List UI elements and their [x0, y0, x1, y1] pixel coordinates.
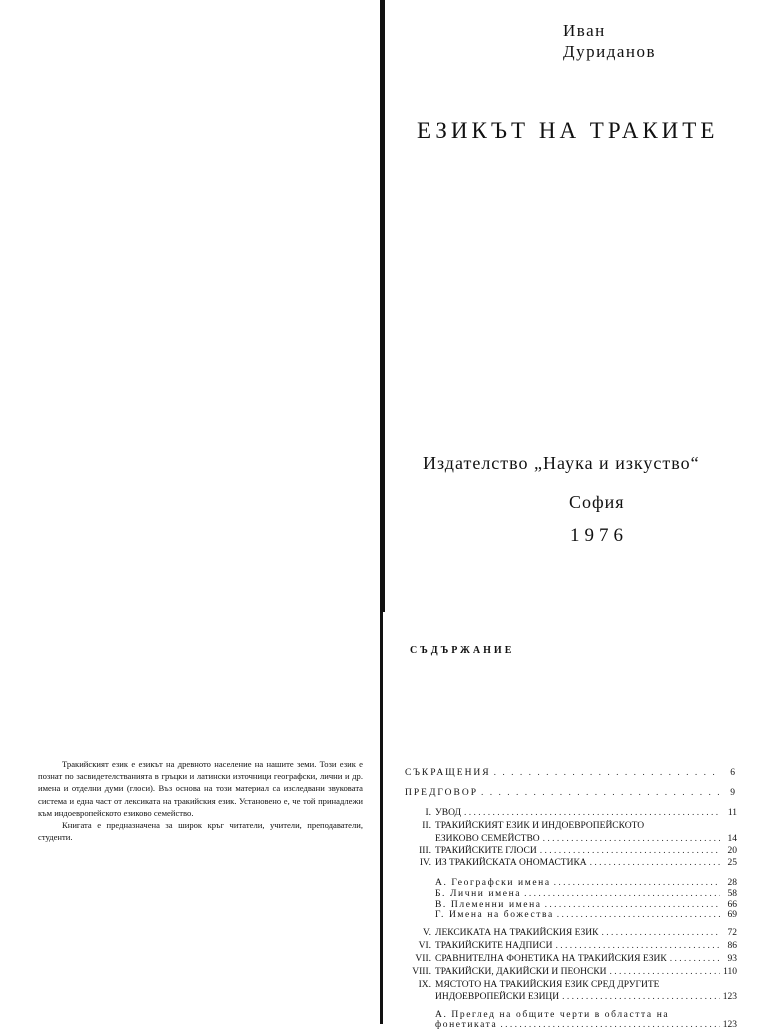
toc-entry-label: ТРАКИЙСКИТЕ НАДПИСИ [435, 941, 553, 951]
toc-entry [405, 808, 737, 818]
toc-entry [405, 967, 737, 977]
toc-leader [670, 954, 720, 964]
toc-leader [500, 1020, 719, 1030]
toc-entry-page: 72 [727, 928, 737, 938]
book-title: ЕЗИКЪТ НА ТРАКИТЕ [417, 118, 719, 143]
toc-entry [405, 910, 737, 920]
toc-entry-label: ТРАКИЙСКИТЕ ГЛОСИ [435, 846, 537, 856]
toc-leader [562, 992, 720, 1002]
toc-entry-page: 9 [730, 788, 737, 798]
publication-year: 1976 [570, 525, 628, 546]
toc-entry-page: 110 [723, 967, 737, 977]
toc-entry [405, 954, 737, 964]
toc-entry-label: В. Племенни имена [435, 900, 542, 910]
toc-entry-number: V. [422, 928, 431, 938]
toc-entry-label: А. Географски имена [435, 878, 551, 888]
toc-entry-page: 14 [727, 834, 737, 844]
toc-entry-number: IV. [419, 858, 431, 868]
toc-entry-label: УВОД [435, 808, 461, 818]
toc-entry [405, 900, 737, 910]
toc-entry-label: Б. Лични имена [435, 889, 522, 899]
toc-entry-page: 6 [730, 768, 737, 778]
page-gutter-divider-lower [380, 612, 383, 1024]
toc-leader [543, 834, 720, 844]
author-first-name: Иван [563, 21, 606, 40]
toc-entry-page: 28 [727, 878, 737, 888]
toc-entry-number: III. [419, 846, 431, 856]
toc-entry [405, 788, 737, 798]
page-gutter-divider [380, 0, 385, 612]
toc-entry-label: МЯСТОТО НА ТРАКИЙСКИЯ ЕЗИК СРЕД ДРУГИТЕ [435, 980, 660, 990]
publisher-name: Издателство „Наука и изкуство“ [423, 453, 700, 473]
author-name [563, 20, 656, 62]
book-annotation [38, 758, 363, 843]
toc-entry [405, 834, 737, 844]
toc-entry-page: 58 [727, 889, 737, 899]
toc-entry-label: ТРАКИЙСКИЯТ ЕЗИК И ИНДОЕВРОПЕЙСКОТО [435, 821, 645, 831]
toc-entry-page: 25 [727, 858, 737, 868]
toc-leader [555, 941, 720, 951]
toc-entry-page: 11 [727, 808, 737, 818]
toc-leader [524, 889, 720, 899]
annotation-paragraph: Тракийският език е езикът на древното население на нашите земи. Този език е познат по засвидетелстванията в гръцки и латински източници географски, лични и др. имена и отделни думи (глоси). Въз основа на този материал са изследвани звуковата система и една част от лексиката на тракийския език. Установено е, че той принадлежи към индоевропейското езиково семейство. [38, 759, 363, 818]
toc-entry-page: 86 [727, 941, 737, 951]
toc-leader [481, 788, 720, 798]
toc-leader [590, 858, 720, 868]
toc-entry [405, 941, 737, 951]
toc-entry [405, 980, 737, 990]
toc-leader [610, 967, 720, 977]
toc-leader [540, 846, 720, 856]
toc-entry-number: VI. [418, 941, 431, 951]
toc-entry [405, 1020, 737, 1030]
toc-entry-label: ЛЕКСИКАТА НА ТРАКИЙСКИЯ ЕЗИК [435, 928, 599, 938]
toc-entry-page: 93 [727, 954, 737, 964]
toc-entry-number: I. [425, 808, 431, 818]
toc-leader [601, 928, 720, 938]
toc-entry [405, 858, 737, 868]
toc-leader [494, 768, 720, 778]
toc-entry [405, 768, 737, 778]
toc-entry-label: СРАВНИТЕЛНА ФОНЕТИКА НА ТРАКИЙСКИЯ ЕЗИК [435, 954, 667, 964]
annotation-paragraph: Книгата е предназначена за широк кръг читатели, учители, преподаватели, студенти. [38, 820, 363, 843]
toc-entry-label: А. Преглед на общите черти в областта на [435, 1010, 670, 1020]
toc-entry-page: 123 [722, 1020, 737, 1030]
author-last-name: Дуриданов [563, 42, 657, 61]
toc-leader [554, 878, 720, 888]
toc-entry [405, 928, 737, 938]
toc-entry [405, 846, 737, 856]
toc-entry-number: II. [422, 821, 431, 831]
toc-entry-number: VIII. [412, 967, 431, 977]
toc-entry-label: ПРЕДГОВОР [405, 788, 479, 798]
toc-leader [557, 910, 720, 920]
toc-entry-label: Г. Имена на божества [435, 910, 554, 920]
toc-entry-number: VII. [415, 954, 431, 964]
toc-leader [464, 808, 720, 818]
toc-entry-label: ТРАКИЙСКИ, ДАКИЙСКИ И ПЕОНСКИ [435, 967, 607, 977]
toc-entry [405, 889, 737, 899]
toc-entry-label: ИНДОЕВРОПЕЙСКИ ЕЗИЦИ [435, 992, 560, 1002]
publication-city: София [569, 492, 625, 512]
toc-entry [405, 821, 737, 831]
toc-entry-page: 20 [727, 846, 737, 856]
toc-entry-number: IX. [418, 980, 431, 990]
toc-entry-page: 66 [727, 900, 737, 910]
toc-heading: СЪДЪРЖАНИЕ [410, 645, 515, 656]
toc-entry [405, 878, 737, 888]
toc-leader [545, 900, 720, 910]
toc-entry-page: 69 [727, 910, 737, 920]
toc-entry [405, 1010, 737, 1020]
toc-entry-label: СЪКРАЩЕНИЯ [405, 768, 491, 778]
toc-entry-page: 123 [722, 992, 737, 1002]
toc-entry-label: ИЗ ТРАКИЙСКАТА ОНОМАСТИКА [435, 858, 587, 868]
toc-entry-label: ЕЗИКОВО СЕМЕЙСТВО [435, 834, 540, 844]
toc-entry-label: фонетиката [435, 1020, 498, 1030]
toc-entry [405, 992, 737, 1002]
